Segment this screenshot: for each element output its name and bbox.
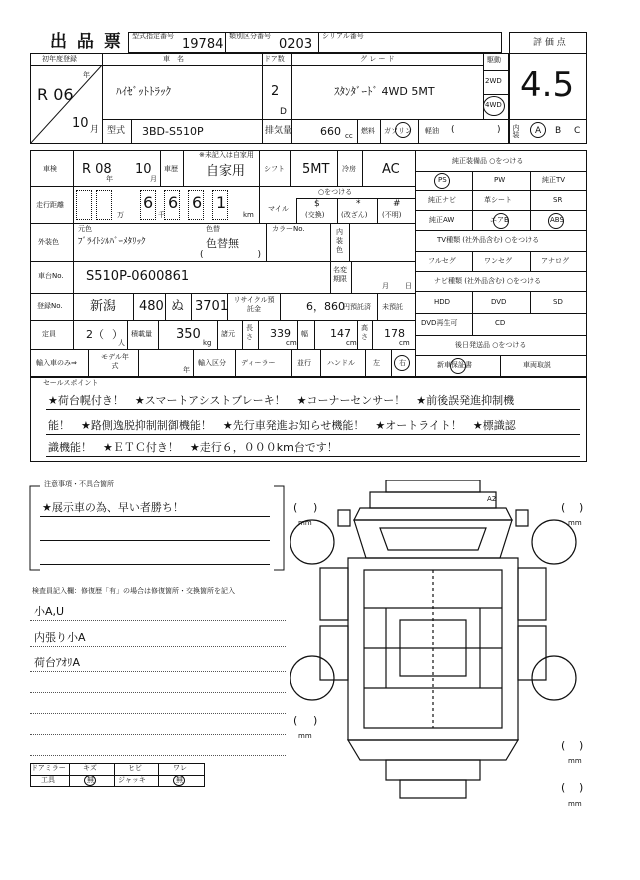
first-reg-month: 10 [72,116,89,131]
recycle-label: リサイクル預託金 [233,296,275,313]
option-aw: 純正AW [429,216,455,224]
tire-spare-unit: mm [568,800,582,808]
mileage-digit-1: 6 [168,193,179,212]
tire-fl-bracket-close: ) [313,501,318,514]
length-unit: cm [286,339,297,347]
length-value: 339 [270,327,291,340]
name-change-month-unit: 月 [382,282,389,290]
first-reg-era: R 06 [37,85,74,104]
drive-label: 駆動 [487,56,501,64]
model-value: 3BD-S510P [142,125,204,138]
tire-rl-bracket-close: ) [313,714,318,727]
unknown-symbol: # [393,199,401,209]
tire-rr-bracket-open: ( [561,739,566,752]
option-ps: PS [438,176,447,184]
mileage-unit-sen: 千 [158,211,165,219]
legend-tools: 工具 [41,776,55,784]
fuel-paren-open: ( [451,125,455,135]
notes-text: ★展示車の為、早い者勝ち！ [42,501,184,514]
capacity-close: ） [112,328,123,341]
diagram-mark-a2: A2 [487,495,497,503]
drive-4wd-circle [483,96,505,116]
body-dims-label: 諸元 [221,330,235,338]
inspector-line-1: 小A,U [34,605,65,618]
option-tv: 純正TV [542,176,566,184]
inspection-month-unit: 月 [150,175,157,183]
inspection-label: 車検 [43,165,57,173]
legend-crack: ヒビ [128,764,142,772]
inspection-year-unit: 年 [106,175,113,183]
drive-2wd: 2WD [485,77,502,85]
sales-line-2: 能！ ★路側逸脱抑制制御機能！ ★先行車発進お知らせ機能！ ★オートライト！ ★標識認 [48,419,516,432]
exchange-text: (交換) [305,211,325,219]
handle-right-circle [394,355,410,371]
tire-spare-bracket-open: ( [561,781,566,794]
ac-label: 冷房 [342,165,356,173]
mileage-digit-2: 6 [192,193,203,212]
inspection-era: R 08 [82,162,112,177]
legend-tools-value: 無 [87,776,94,784]
name-change-day-unit: 日 [405,282,412,290]
circle-note: ○をつける [318,188,353,196]
tire-fl-unit: mm [298,519,312,527]
option-leather: 革シート [484,196,512,204]
inspection-month: 10 [135,162,152,177]
car-name-value: ﾊｲｾﾞｯﾄﾄﾗｯｸ [116,85,171,98]
score-label: 評 価 点 [533,38,566,48]
inspector-label: 検査員記入欄：修復歴「有」の場合は修復箇所・交換箇所を記入 [32,587,235,595]
capacity-label: 定員 [42,330,56,338]
doors-value: 2 [271,84,280,99]
mileage-digit-boxes [76,190,236,220]
first-reg-label: 初年度登録 [42,55,77,63]
score-value: 4.5 [520,65,575,105]
interior-a-circle [530,122,546,138]
fuel-label: 燃料 [361,127,375,135]
import-parallel: 並行 [297,359,311,367]
tire-rr-unit: mm [568,757,582,765]
interior-grade-b: B [555,126,562,136]
legend-jack: ジャッキ [118,776,146,784]
displacement-value: 660 [320,125,341,138]
inspector-line-3: 荷台ｱｵﾘA [34,656,81,669]
height-value: 178 [384,327,405,340]
repaint-label: 色替 [206,225,220,233]
orig-color-label: 元色 [78,225,92,233]
repaint-paren: ( ) [200,250,262,260]
tire-fr-bracket-open: ( [561,501,566,514]
capacity-unit: 人 [118,339,125,347]
tv-analog: アナログ [541,257,569,265]
exchange-symbol: $ [314,199,320,209]
displacement-unit: cc [345,132,353,140]
mileage-digit-3: 1 [216,193,227,212]
plate-region: 新潟 [90,299,117,314]
later-manual: 車両取説 [523,361,551,369]
color-label: 外装色 [38,238,59,246]
width-label: 幅 [301,330,308,338]
mileage-unit-mile: マイル [268,205,289,213]
load-value: 350 [176,327,201,342]
fuel-gasoline-circle [395,122,411,138]
class-number-value: 0203 [279,37,313,52]
navi-dvd: DVD [491,298,507,306]
mileage-man-digit: 6 [143,193,154,212]
options-title: 純正装備品 ○をつける [452,157,524,165]
color-value: ﾌﾞﾗｲﾄｼﾙﾊﾞｰﾒﾀﾘｯｸ [78,237,146,247]
dvd-cd: CD [495,319,506,327]
tire-fl-bracket-open: ( [293,501,298,514]
option-abs-circle [548,213,564,229]
displacement-label: 排気量 [265,126,293,136]
import-label: 輸入車のみ⇒ [36,359,77,367]
shift-label: シフト [264,165,285,173]
option-ps-circle [434,173,450,189]
class-number-label: 類別区分番号 [229,32,271,40]
tire-rl-bracket-open: ( [293,714,298,727]
page-title: 出 品 票 [50,32,123,52]
first-reg-month-unit: 月 [90,125,100,135]
tampered-symbol: * [356,199,361,209]
fuel-paren-close: ) [497,125,501,135]
repaint-value: 色替無 [206,237,239,250]
tire-rl-unit: mm [298,732,312,740]
tv-one: ワンセグ [484,257,512,265]
later-warranty-circle [450,358,466,374]
notes-label: 注意事項・不具合箇所 [44,480,114,488]
drive-4wd: 4WD [485,101,502,109]
interior-grade-c: C [574,126,581,136]
sales-line-1: ★荷台幌付き！ ★スマートアシストブレーキ！ ★コーナーセンサー！ ★前後誤発進抑制機 [48,394,515,407]
load-label: 積載量 [131,330,152,338]
legend-scratch: キズ [83,764,97,772]
legend-jack-circle [173,775,185,786]
form-number-value: 19784 [182,37,224,52]
height-unit: cm [399,339,410,347]
later-title: 後日発送品 ○をつける [455,341,527,349]
plate-label: 登録No. [37,302,63,310]
car-name-label: 車 名 [163,55,184,63]
first-reg-year-unit: 年 [83,71,90,79]
form-number-label: 型式指定番号 [132,32,174,40]
vehicle-diagram [290,480,590,810]
legend-jack-value: 無 [176,776,183,784]
later-warranty: 新車保証書 [437,361,472,369]
height-label: 高さ [361,324,368,341]
option-pw: PW [494,176,506,184]
tire-fr-bracket-close: ) [579,501,584,514]
notes-bracket [28,484,286,574]
sales-label: セールスポイント [43,379,99,387]
import-dealer: ディーラー [241,359,276,367]
serial-number-label: シリアル番号 [322,32,364,40]
tire-fr-unit: mm [568,519,582,527]
option-abs: ABS [550,216,564,224]
grade-label: グ レ ー ド [360,55,395,63]
model-label: 型式 [107,126,126,136]
chassis-value: S510P-0600861 [86,269,190,284]
grade-value: ｽﾀﾝﾀﾞｰﾄﾞ 4WD 5MT [334,85,435,98]
dvd-play-label: DVD再生可 [421,319,458,327]
ac-value: AC [382,162,400,177]
option-airbag: エアB [490,216,509,224]
plate-class: 480 [139,299,164,314]
unknown-text: (不明) [382,211,402,219]
history-value: 自家用 [206,164,246,179]
tire-spare-bracket-close: ) [579,781,584,794]
option-navi: 純正ナビ [428,196,456,204]
interior-grade-a: A [535,126,542,136]
plate-number: 3701 [195,299,229,314]
inspector-line-2: 内張り小A [34,631,86,644]
chassis-label: 車台No. [38,272,64,280]
color-no-label: カラーNo. [272,225,305,233]
model-year-unit: 年 [183,366,190,374]
history-label: 車歴 [164,165,178,173]
mileage-unit-man: 万 [117,211,124,219]
recycle-amount: 6，860 [306,300,345,313]
plate-kana: ぬ [171,299,185,314]
capacity-value: 2（ [86,328,104,341]
interior-label: 内装 [512,124,520,138]
legend-tools-circle [84,775,96,786]
history-note: ※未記入は自家用 [199,151,254,159]
import-type-label: 輸入区分 [198,359,226,367]
recycle-unpaid: 未預託 [382,303,403,311]
model-year-label: モデル年式 [101,353,129,370]
mileage-label: 走行距離 [36,201,64,209]
width-unit: cm [346,339,357,347]
sales-line-3: 識機能！ ★ＥＴＣ付き！ ★走行６，０００km台です！ [48,441,338,454]
width-value: 147 [330,327,351,340]
handle-right: 右 [399,359,406,367]
name-change-label: 名変期限 [333,266,347,283]
door-type: D [280,107,287,117]
handle-left: 左 [373,359,380,367]
navi-sd: SD [553,298,563,306]
legend-mirror: ドアミラー [31,764,66,772]
fuel-diesel: 軽油 [425,127,439,135]
handle-label: ハンドル [327,359,355,367]
tire-rr-bracket-close: ) [579,739,584,752]
navi-hdd: HDD [434,298,451,306]
load-unit: kg [203,339,212,347]
tv-full: フルセグ [428,257,456,265]
navi-title: ナビ種類 (社外品含む) ○をつける [434,277,542,285]
legend-break: ワレ [173,764,187,772]
mileage-unit-km: km [243,211,254,219]
interior-color-label: 内装色 [336,228,343,254]
fuel-gasoline: ガソリン [384,127,412,135]
doors-label: ドア数 [264,55,285,63]
recycle-unit: 円預託済 [343,303,371,311]
tampered-text: (改ざん) [341,211,368,219]
shift-value: 5MT [302,162,330,177]
length-label: 長さ [246,324,253,341]
option-airbag-circle [493,213,509,229]
option-sr: SR [553,196,563,204]
tv-title: TV種類 (社外品含む) ○をつける [437,236,540,244]
